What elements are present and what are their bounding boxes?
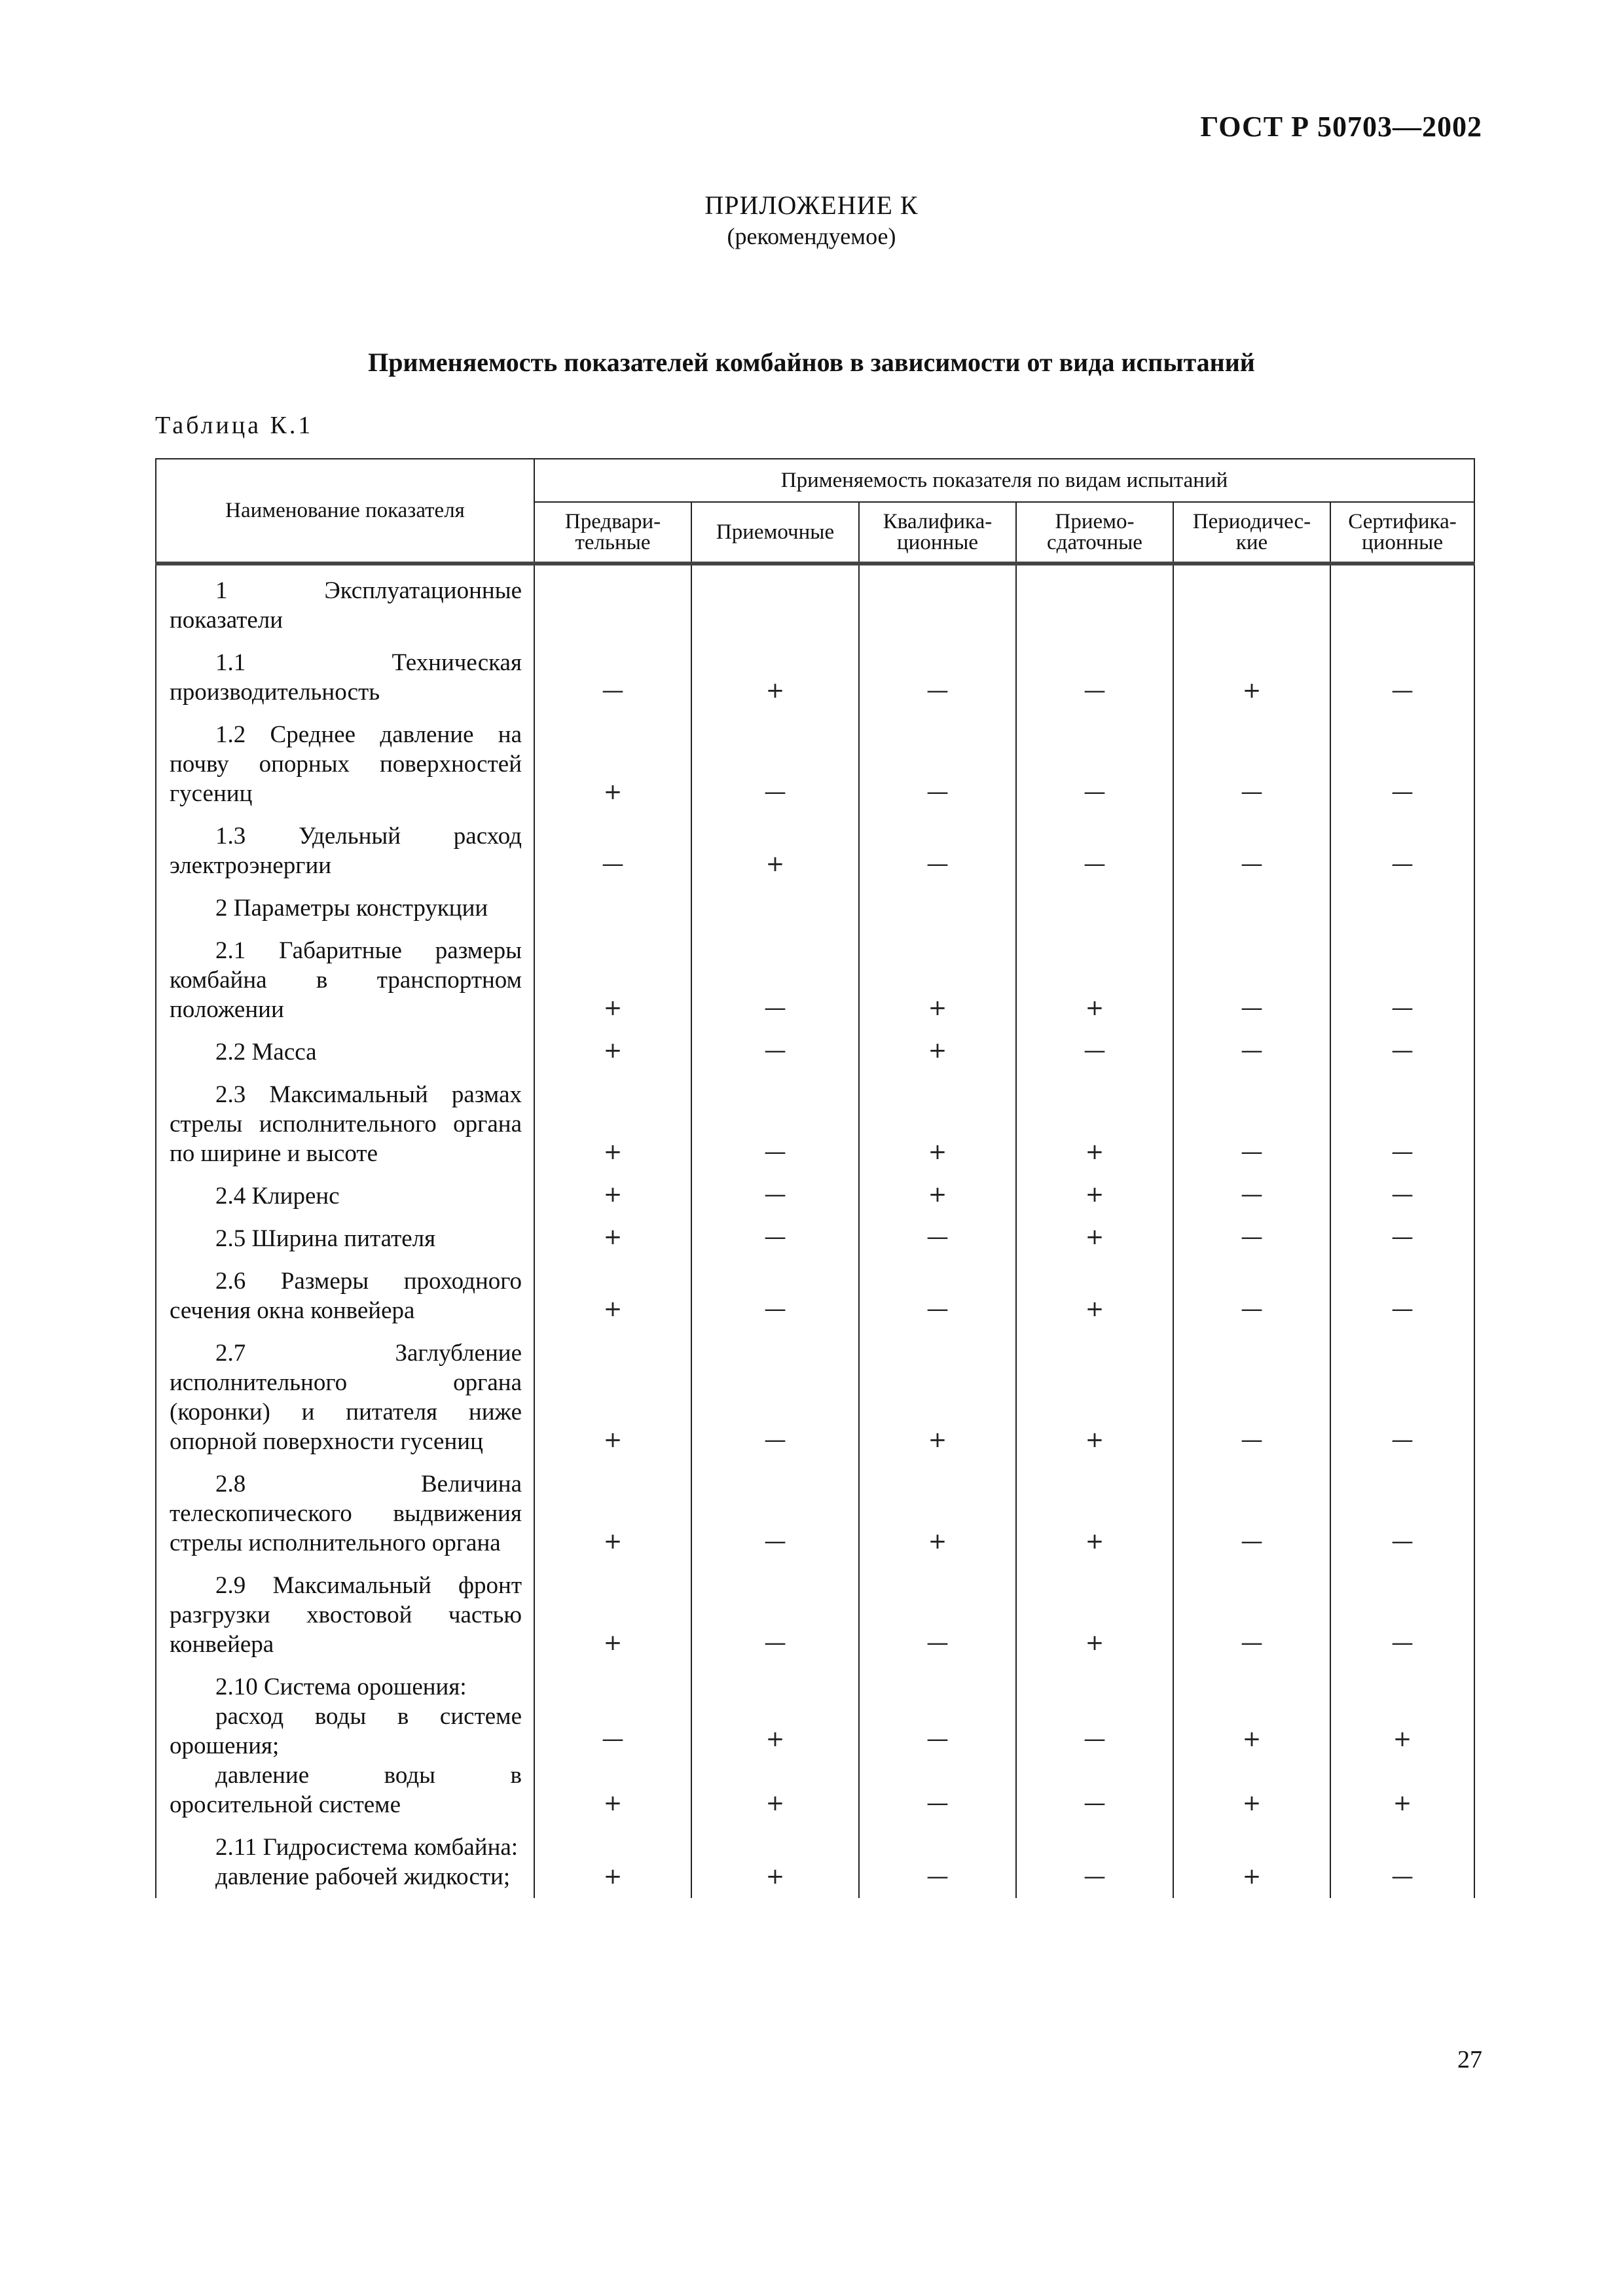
applicable-mark: + xyxy=(928,1528,947,1554)
mark-cell xyxy=(1173,1072,1330,1174)
indicator-name-cell xyxy=(156,1030,534,1072)
mark-cell xyxy=(1016,712,1173,814)
not-applicable-mark: — xyxy=(764,1139,786,1165)
indicator-name-cell xyxy=(156,1664,534,1702)
indicator-name-cell xyxy=(156,1072,534,1174)
document-heading: Применяемость показателей комбайнов в зависимости от вида испытаний xyxy=(368,348,1255,377)
applicable-mark: + xyxy=(1085,1224,1104,1250)
mark-cell xyxy=(859,1702,1016,1761)
mark-cell xyxy=(534,1259,691,1331)
not-applicable-mark: — xyxy=(764,1528,786,1554)
indicator-name: 2.10 Система орошения: xyxy=(215,1674,467,1700)
not-applicable-mark: — xyxy=(1391,1630,1413,1656)
applicable-mark: + xyxy=(603,1863,623,1890)
mark-cell xyxy=(1173,1259,1330,1331)
applicable-mark: + xyxy=(1242,677,1262,704)
mark-cell xyxy=(534,1462,691,1563)
applicable-mark: + xyxy=(603,1296,623,1322)
mark-cell xyxy=(1173,1761,1330,1825)
not-applicable-mark: — xyxy=(1084,677,1106,704)
applicable-mark: + xyxy=(928,995,947,1021)
not-applicable-mark: — xyxy=(1241,995,1263,1021)
not-applicable-mark: — xyxy=(926,1790,949,1816)
applicable-mark: + xyxy=(1085,1181,1104,1208)
not-applicable-mark: — xyxy=(1241,1037,1263,1064)
mark-cell xyxy=(1173,1862,1330,1898)
mark-cell xyxy=(1330,1664,1474,1702)
indicator-sub-name-cell xyxy=(156,1862,534,1898)
applicable-mark: + xyxy=(603,1181,623,1208)
mark-cell xyxy=(1016,1462,1173,1563)
column-header-6: Сертифика- ционные xyxy=(1330,502,1474,564)
mark-cell xyxy=(691,1331,859,1462)
applicable-mark: + xyxy=(765,677,785,704)
mark-cell xyxy=(1173,1825,1330,1862)
mark-cell xyxy=(534,1174,691,1216)
applicability-table-container xyxy=(155,458,1474,1898)
mark-cell xyxy=(691,640,859,712)
applicable-mark: + xyxy=(928,1139,947,1165)
applicable-mark: + xyxy=(1393,1790,1412,1816)
applicable-mark: + xyxy=(1242,1726,1262,1752)
mark-cell xyxy=(1016,1563,1173,1664)
not-applicable-mark: — xyxy=(1241,1528,1263,1554)
mark-cell xyxy=(691,712,859,814)
applicable-mark: + xyxy=(765,1726,785,1752)
mark-cell xyxy=(691,1462,859,1563)
mark-cell xyxy=(1173,568,1330,640)
mark-cell xyxy=(691,1825,859,1862)
applicable-mark: + xyxy=(765,851,785,877)
applicable-mark: + xyxy=(1085,1139,1104,1165)
table-spacer-cell xyxy=(1016,564,1173,568)
applicability-table xyxy=(155,458,1475,1898)
indicator-name-cell xyxy=(156,1174,534,1216)
not-applicable-mark: — xyxy=(764,1427,786,1453)
mark-cell xyxy=(1330,1259,1474,1331)
mark-cell xyxy=(534,1216,691,1259)
mark-cell xyxy=(691,886,859,928)
not-applicable-mark: — xyxy=(1241,851,1263,877)
table-row xyxy=(156,928,1474,1030)
mark-cell xyxy=(859,1174,1016,1216)
applicable-mark: + xyxy=(928,1427,947,1453)
mark-cell xyxy=(1016,1174,1173,1216)
mark-cell xyxy=(534,712,691,814)
not-applicable-mark: — xyxy=(926,1863,949,1890)
indicator-name-cell xyxy=(156,814,534,886)
applicable-mark: + xyxy=(1393,1726,1412,1752)
table-spacer-cell xyxy=(691,564,859,568)
mark-cell xyxy=(691,1072,859,1174)
not-applicable-mark: — xyxy=(1391,995,1413,1021)
mark-cell xyxy=(691,568,859,640)
mark-cell xyxy=(534,814,691,886)
indicator-name: 2.11 Гидросистема комбайна: xyxy=(215,1834,519,1861)
not-applicable-mark: — xyxy=(1391,1181,1413,1208)
not-applicable-mark: — xyxy=(1084,779,1106,805)
column-header-4: Приемо- сдаточные xyxy=(1016,502,1173,564)
not-applicable-mark: — xyxy=(926,1224,949,1250)
page-number: 27 xyxy=(1457,2046,1482,2073)
mark-cell xyxy=(691,1030,859,1072)
mark-cell xyxy=(1173,1563,1330,1664)
mark-cell xyxy=(859,1331,1016,1462)
table-row xyxy=(156,640,1474,712)
indicator-name: 2.3 Максимальный размах стрелы исполнительного органа по ширине и высоте xyxy=(170,1081,522,1167)
mark-cell xyxy=(859,568,1016,640)
mark-cell xyxy=(1016,1216,1173,1259)
table-row xyxy=(156,1825,1474,1862)
mark-cell xyxy=(534,1664,691,1702)
applicable-mark: + xyxy=(603,1224,623,1250)
mark-cell xyxy=(1016,1331,1173,1462)
mark-cell xyxy=(1016,1072,1173,1174)
applicable-mark: + xyxy=(603,1139,623,1165)
indicator-name-cell xyxy=(156,1563,534,1664)
indicator-name: 2.2 Масса xyxy=(215,1039,317,1066)
mark-cell xyxy=(1173,814,1330,886)
indicator-name: 2.1 Габаритные размеры комбайна в транспортном положении xyxy=(170,937,522,1023)
mark-cell xyxy=(1016,1862,1173,1898)
applicable-mark: + xyxy=(928,1037,947,1064)
mark-cell xyxy=(534,928,691,1030)
table-spacer-cell xyxy=(1330,564,1474,568)
table-row xyxy=(156,1862,1474,1898)
indicator-name-cell xyxy=(156,1216,534,1259)
mark-cell xyxy=(691,1216,859,1259)
indicator-name-cell xyxy=(156,1259,534,1331)
applicable-mark: + xyxy=(765,1790,785,1816)
applicable-mark: + xyxy=(603,1790,623,1816)
not-applicable-mark: — xyxy=(764,1181,786,1208)
applicable-mark: + xyxy=(1242,1863,1262,1890)
not-applicable-mark: — xyxy=(1241,1296,1263,1322)
not-applicable-mark: — xyxy=(1391,1863,1413,1890)
mark-cell xyxy=(1173,1216,1330,1259)
mark-cell xyxy=(691,1563,859,1664)
indicator-name: 2.6 Размеры проходного сечения окна конвейера xyxy=(170,1268,522,1324)
not-applicable-mark: — xyxy=(1391,1037,1413,1064)
not-applicable-mark: — xyxy=(926,1726,949,1752)
table-row xyxy=(156,1331,1474,1462)
mark-cell xyxy=(1330,1825,1474,1862)
table-row xyxy=(156,1664,1474,1702)
table-header xyxy=(156,459,1474,564)
not-applicable-mark: — xyxy=(1241,1139,1263,1165)
mark-cell xyxy=(1016,568,1173,640)
indicator-sub-name: давление рабочей жидкости; xyxy=(215,1863,511,1890)
not-applicable-mark: — xyxy=(1241,779,1263,805)
indicator-name-cell xyxy=(156,712,534,814)
mark-cell xyxy=(691,1862,859,1898)
table-row xyxy=(156,1259,1474,1331)
not-applicable-mark: — xyxy=(1391,677,1413,704)
indicator-name: 2.8 Величина телескопического выдвижения стрелы исполнительного органа xyxy=(170,1471,522,1556)
indicator-name: 1.3 Удельный расход электроэнергии xyxy=(170,823,522,879)
document-code: ГОСТ Р 50703—2002 xyxy=(1200,111,1482,143)
column-header-2: Приемочные xyxy=(691,502,859,564)
not-applicable-mark: — xyxy=(1084,851,1106,877)
mark-cell xyxy=(1173,1030,1330,1072)
mark-cell xyxy=(859,1216,1016,1259)
applicable-mark: + xyxy=(1085,1427,1104,1453)
mark-cell xyxy=(859,1030,1016,1072)
mark-cell xyxy=(859,1462,1016,1563)
mark-cell xyxy=(1330,1216,1474,1259)
table-row xyxy=(156,1761,1474,1825)
mark-cell xyxy=(859,1862,1016,1898)
indicator-name: 2.4 Клиренс xyxy=(215,1183,340,1210)
indicator-name-cell xyxy=(156,1462,534,1563)
indicator-name: 1.2 Среднее давление на почву опорных поверхностей гусениц xyxy=(170,721,522,807)
mark-cell xyxy=(859,1072,1016,1174)
indicator-sub-name: давление воды в оросительной системе xyxy=(170,1762,522,1818)
mark-cell xyxy=(1330,1462,1474,1563)
applicable-mark: + xyxy=(1242,1790,1262,1816)
not-applicable-mark: — xyxy=(764,1037,786,1064)
table-spacer-cell xyxy=(534,564,691,568)
not-applicable-mark: — xyxy=(1391,1224,1413,1250)
mark-cell xyxy=(859,928,1016,1030)
indicator-name-cell xyxy=(156,1331,534,1462)
mark-cell xyxy=(1173,640,1330,712)
mark-cell xyxy=(1016,640,1173,712)
table-spacer-cell xyxy=(156,564,534,568)
table-row xyxy=(156,1072,1474,1174)
not-applicable-mark: — xyxy=(764,779,786,805)
mark-cell xyxy=(1330,1072,1474,1174)
applicable-mark: + xyxy=(603,1528,623,1554)
indicator-name: 2.9 Максимальный фронт разгрузки хвостовой частью конвейера xyxy=(170,1572,522,1658)
mark-cell xyxy=(534,1825,691,1862)
appendix-subtitle: (рекомендуемое) xyxy=(727,223,896,249)
not-applicable-mark: — xyxy=(1241,1630,1263,1656)
indicator-sub-name-cell xyxy=(156,1761,534,1825)
mark-cell xyxy=(1173,1702,1330,1761)
not-applicable-mark: — xyxy=(1241,1224,1263,1250)
mark-cell xyxy=(859,640,1016,712)
mark-cell xyxy=(859,712,1016,814)
mark-cell xyxy=(859,1825,1016,1862)
mark-cell xyxy=(534,1761,691,1825)
mark-cell xyxy=(1016,928,1173,1030)
not-applicable-mark: — xyxy=(1391,1528,1413,1554)
mark-cell xyxy=(859,1259,1016,1331)
mark-cell xyxy=(859,1664,1016,1702)
mark-cell xyxy=(1016,1702,1173,1761)
table-row xyxy=(156,1216,1474,1259)
mark-cell xyxy=(534,640,691,712)
mark-cell xyxy=(534,1072,691,1174)
mark-cell xyxy=(1173,1462,1330,1563)
mark-cell xyxy=(1016,886,1173,928)
indicator-name-cell xyxy=(156,568,534,640)
applicable-mark: + xyxy=(603,995,623,1021)
not-applicable-mark: — xyxy=(1084,1726,1106,1752)
mark-cell xyxy=(859,814,1016,886)
mark-cell xyxy=(1173,1331,1330,1462)
mark-cell xyxy=(534,568,691,640)
mark-cell xyxy=(691,1664,859,1702)
not-applicable-mark: — xyxy=(602,1726,624,1752)
not-applicable-mark: — xyxy=(602,677,624,704)
indicator-name: 1 Эксплуатационные показатели xyxy=(170,577,522,634)
not-applicable-mark: — xyxy=(602,851,624,877)
not-applicable-mark: — xyxy=(926,779,949,805)
mark-cell xyxy=(691,928,859,1030)
not-applicable-mark: — xyxy=(926,1630,949,1656)
mark-cell xyxy=(691,1702,859,1761)
not-applicable-mark: — xyxy=(926,677,949,704)
table-caption: Таблица К.1 xyxy=(155,412,314,439)
table-row xyxy=(156,1462,1474,1563)
name-column-header: Наименование показателя xyxy=(156,459,534,564)
indicator-name: 2.7 Заглубление исполнительного органа (коронки) и питателя ниже опорной поверхности гусениц xyxy=(170,1340,522,1455)
not-applicable-mark: — xyxy=(1391,779,1413,805)
mark-cell xyxy=(691,1761,859,1825)
table-body xyxy=(156,564,1474,1898)
column-header-1: Предвари- тельные xyxy=(534,502,691,564)
column-header-5: Периодичес- кие xyxy=(1173,502,1330,564)
mark-cell xyxy=(1173,712,1330,814)
applicable-mark: + xyxy=(603,1630,623,1656)
mark-cell xyxy=(1330,886,1474,928)
table-row xyxy=(156,1563,1474,1664)
applicable-mark: + xyxy=(603,779,623,805)
mark-cell xyxy=(534,1030,691,1072)
table-spacer-cell xyxy=(1173,564,1330,568)
table-row xyxy=(156,712,1474,814)
indicator-name: 2.5 Ширина питателя xyxy=(215,1225,436,1252)
mark-cell xyxy=(1330,814,1474,886)
mark-cell xyxy=(1330,1030,1474,1072)
applicable-mark: + xyxy=(1085,995,1104,1021)
table-row xyxy=(156,886,1474,928)
table-spacer-cell xyxy=(859,564,1016,568)
mark-cell xyxy=(691,1259,859,1331)
mark-cell xyxy=(691,1174,859,1216)
mark-cell xyxy=(1173,928,1330,1030)
mark-cell xyxy=(1330,1563,1474,1664)
mark-cell xyxy=(859,886,1016,928)
not-applicable-mark: — xyxy=(764,995,786,1021)
column-header-3: Квалифика- ционные xyxy=(859,502,1016,564)
mark-cell xyxy=(1016,814,1173,886)
indicator-sub-name: расход воды в системе орошения; xyxy=(170,1703,522,1759)
mark-cell xyxy=(1173,1174,1330,1216)
not-applicable-mark: — xyxy=(764,1296,786,1322)
table-row xyxy=(156,1174,1474,1216)
mark-cell xyxy=(1330,1761,1474,1825)
mark-cell xyxy=(1016,1664,1173,1702)
indicator-sub-name-cell xyxy=(156,1702,534,1761)
mark-cell xyxy=(691,814,859,886)
mark-cell xyxy=(1173,886,1330,928)
not-applicable-mark: — xyxy=(1241,1427,1263,1453)
applicable-mark: + xyxy=(1085,1630,1104,1656)
not-applicable-mark: — xyxy=(1084,1037,1106,1064)
mark-cell xyxy=(859,1761,1016,1825)
applicable-mark: + xyxy=(765,1863,785,1890)
mark-cell xyxy=(1330,640,1474,712)
not-applicable-mark: — xyxy=(1391,1296,1413,1322)
indicator-name-cell xyxy=(156,1825,534,1862)
mark-cell xyxy=(534,886,691,928)
applicable-mark: + xyxy=(603,1037,623,1064)
table-row xyxy=(156,1030,1474,1072)
mark-cell xyxy=(1330,1174,1474,1216)
mark-cell xyxy=(859,1563,1016,1664)
applicable-mark: + xyxy=(1085,1528,1104,1554)
applicable-mark: + xyxy=(928,1181,947,1208)
indicator-name: 2 Параметры конструкции xyxy=(215,895,488,922)
mark-cell xyxy=(1016,1259,1173,1331)
mark-cell xyxy=(1330,928,1474,1030)
mark-cell xyxy=(534,1862,691,1898)
not-applicable-mark: — xyxy=(1084,1863,1106,1890)
mark-cell xyxy=(1330,1331,1474,1462)
mark-cell xyxy=(1330,568,1474,640)
applicable-mark: + xyxy=(603,1427,623,1453)
table-row xyxy=(156,568,1474,640)
indicator-name-cell xyxy=(156,640,534,712)
mark-cell xyxy=(1330,1862,1474,1898)
applicable-mark: + xyxy=(1085,1296,1104,1322)
not-applicable-mark: — xyxy=(1391,1139,1413,1165)
not-applicable-mark: — xyxy=(926,1296,949,1322)
not-applicable-mark: — xyxy=(764,1224,786,1250)
not-applicable-mark: — xyxy=(764,1630,786,1656)
indicator-name-cell xyxy=(156,886,534,928)
mark-cell xyxy=(534,1563,691,1664)
mark-cell xyxy=(1330,712,1474,814)
test-types-group-header: Применяемость показателя по видам испытаний xyxy=(534,459,1474,502)
not-applicable-mark: — xyxy=(1391,851,1413,877)
mark-cell xyxy=(534,1702,691,1761)
table-row xyxy=(156,814,1474,886)
not-applicable-mark: — xyxy=(1241,1181,1263,1208)
indicator-name: 1.1 Техническая производительность xyxy=(170,649,522,706)
mark-cell xyxy=(1016,1761,1173,1825)
table-row xyxy=(156,1702,1474,1761)
mark-cell xyxy=(1173,1664,1330,1702)
appendix-title: ПРИЛОЖЕНИЕ К xyxy=(704,190,919,220)
not-applicable-mark: — xyxy=(926,851,949,877)
not-applicable-mark: — xyxy=(1391,1427,1413,1453)
not-applicable-mark: — xyxy=(1084,1790,1106,1816)
indicator-name-cell xyxy=(156,928,534,1030)
mark-cell xyxy=(534,1331,691,1462)
mark-cell xyxy=(1330,1702,1474,1761)
mark-cell xyxy=(1016,1030,1173,1072)
mark-cell xyxy=(1016,1825,1173,1862)
